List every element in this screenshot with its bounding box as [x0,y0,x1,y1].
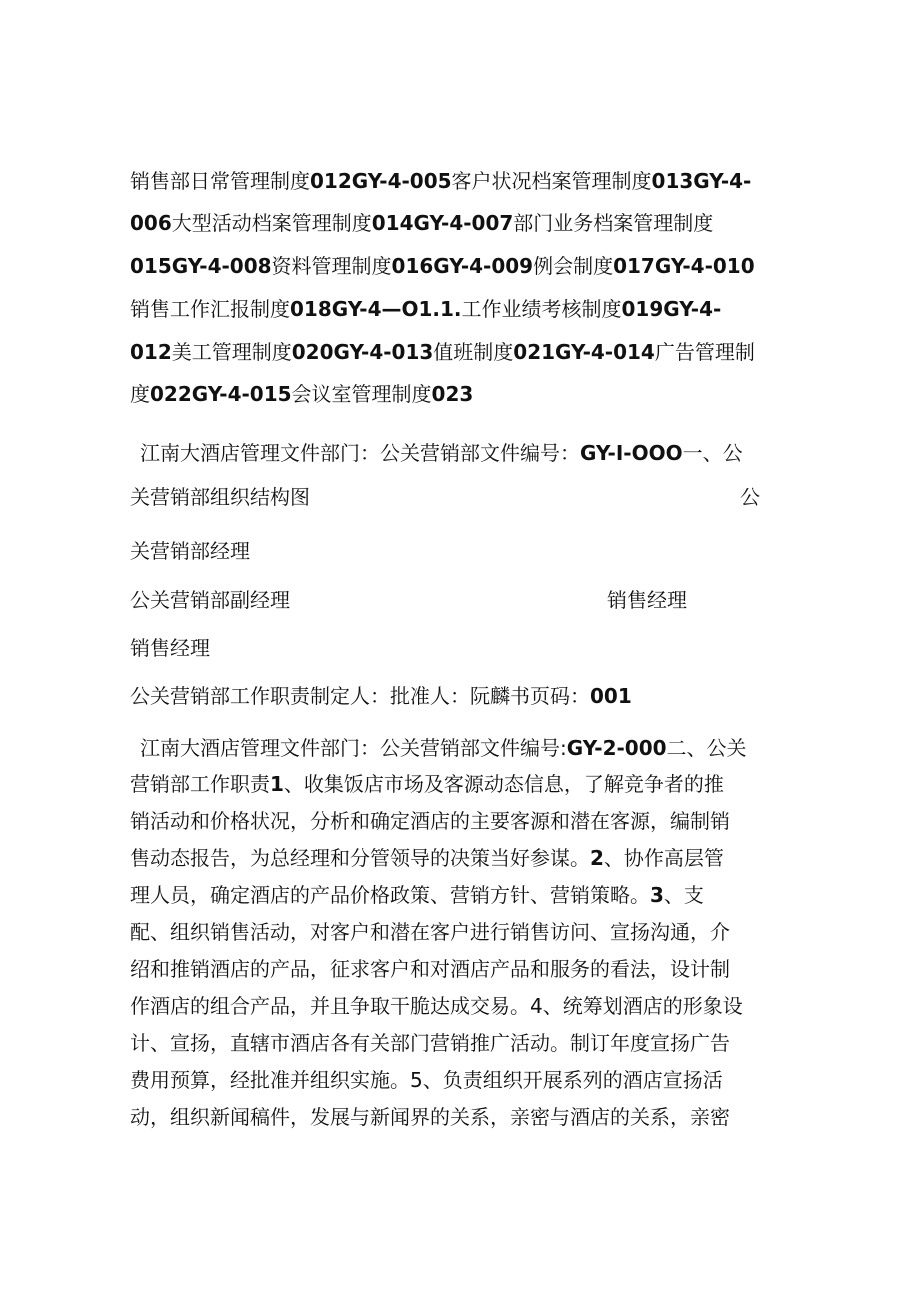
list-number: 1 [270,772,284,796]
text-line [130,954,730,984]
org-node [130,536,250,566]
text-run: 大型活动档案管理制度 [171,211,372,235]
text-line [130,337,755,367]
org-node [130,585,290,615]
text-run: 值班制度 [433,340,514,364]
text-run: 公关营销部工作职责制定人：批准人：阮麟书页码： [130,684,590,708]
text-line [140,733,747,763]
text-run: 、支 [663,883,704,907]
text-line [130,769,724,799]
text-line [130,917,730,947]
text-line [130,166,751,196]
text-run: 度 [130,382,150,406]
text-run: 会议室管理制度 [291,382,432,406]
text-run: 关营销部经理 [130,539,250,563]
text-run: 广告管理制 [654,340,755,364]
doc-code: 012 [130,340,172,364]
text-line [130,1065,723,1095]
org-node [607,585,687,615]
text-run: 营销部工作职责 [130,772,270,796]
text-run: 、协作高层管 [603,846,724,870]
text-run: 一、公 [682,441,743,465]
doc-code: 018GY-4—O1.1. [290,297,462,321]
doc-code: 023 [431,382,474,406]
text-line [130,991,743,1021]
text-run: 、收集饭店市场及客源动态信息，了解竞争者的推 [283,772,724,796]
text-run: 江南大酒店管理文件部门：公关营销部文件编号: [140,736,567,760]
text-run: 绍和推销酒店的产品，征求客户和对酒店产品和服务的看法，设计制 [130,957,730,981]
doc-code: 019GY-4- [621,297,722,321]
text-run: 销活动和价格状况，分析和确定酒店的主要客源和潜在客源，编制销 [130,809,730,833]
text-run: 费用预算，经批准并组织实施。5、负责组织开展系列的酒店宣扬活 [130,1068,723,1092]
text-run: 销售工作汇报制度 [130,297,290,321]
text-run: 关营销部组织结构图 [130,485,310,509]
doc-code: 015GY-4-008 [130,254,272,278]
text-run: 美工管理制度 [171,340,292,364]
text-run: 客户状况档案管理制度 [451,169,652,193]
text-run: 销售经理 [607,588,687,612]
text-line [130,806,730,836]
text-run: 公 [740,485,760,509]
text-run: 工作业绩考核制度 [461,297,622,321]
text-run: 理人员，确定酒店的产品价格政策、营销方针、营销策略。 [130,883,650,907]
text-line [130,379,473,409]
text-line [130,843,724,873]
doc-code: 022GY-4-015 [150,382,292,406]
text-line [130,880,704,910]
text-line [130,681,632,711]
doc-code: 012GY-4-005 [310,169,452,193]
list-number: 3 [650,883,664,907]
text-run: 配、组织销售活动，对客户和潜在客户进行销售访问、宣扬沟通，介 [130,920,730,944]
text-line [130,251,755,281]
text-line [130,294,721,324]
text-run: 二、公关 [666,736,747,760]
text-run: 资料管理制度 [271,254,392,278]
text-run: 作酒店的组合产品，并且争取干脆达成交易。4、统筹划酒店的形象设 [130,994,743,1018]
text-run: 部门业务档案管理制度 [513,211,714,235]
text-line [130,482,310,512]
text-run: 公关营销部副经理 [130,588,290,612]
text-run: 售动态报告，为总经理和分管领导的决策当好参谋。 [130,846,590,870]
text-line [140,438,743,468]
page-number: 001 [590,684,632,708]
text-line [130,208,713,238]
doc-code: 017GY-4-010 [613,254,755,278]
text-run: 计、宣扬，直辖市酒店各有关部门营销推广活动。制订年度宣扬广告 [130,1031,730,1055]
text-line [130,1102,730,1132]
doc-code: 021GY-4-014 [513,340,655,364]
doc-code: 020GY-4-013 [291,340,434,364]
doc-code: GY-I-OOO [580,441,683,465]
org-node [740,482,760,512]
text-run: 动，组织新闻稿件，发展与新闻界的关系，亲密与酒店的关系，亲密 [130,1105,730,1129]
text-line [130,1028,730,1058]
doc-code: 016GY-4-009 [391,254,534,278]
text-run: 江南大酒店管理文件部门：公关营销部文件编号： [140,441,580,465]
list-number: 2 [590,846,604,870]
doc-code: 013GY-4- [651,169,752,193]
text-run: 例会制度 [533,254,614,278]
text-run: 销售经理 [130,636,210,660]
text-run: 销售部日常管理制度 [130,169,310,193]
doc-code: 014GY-4-007 [371,211,514,235]
org-node [130,633,210,663]
doc-code: GY-2-000 [566,736,667,760]
doc-code: 006 [130,211,172,235]
